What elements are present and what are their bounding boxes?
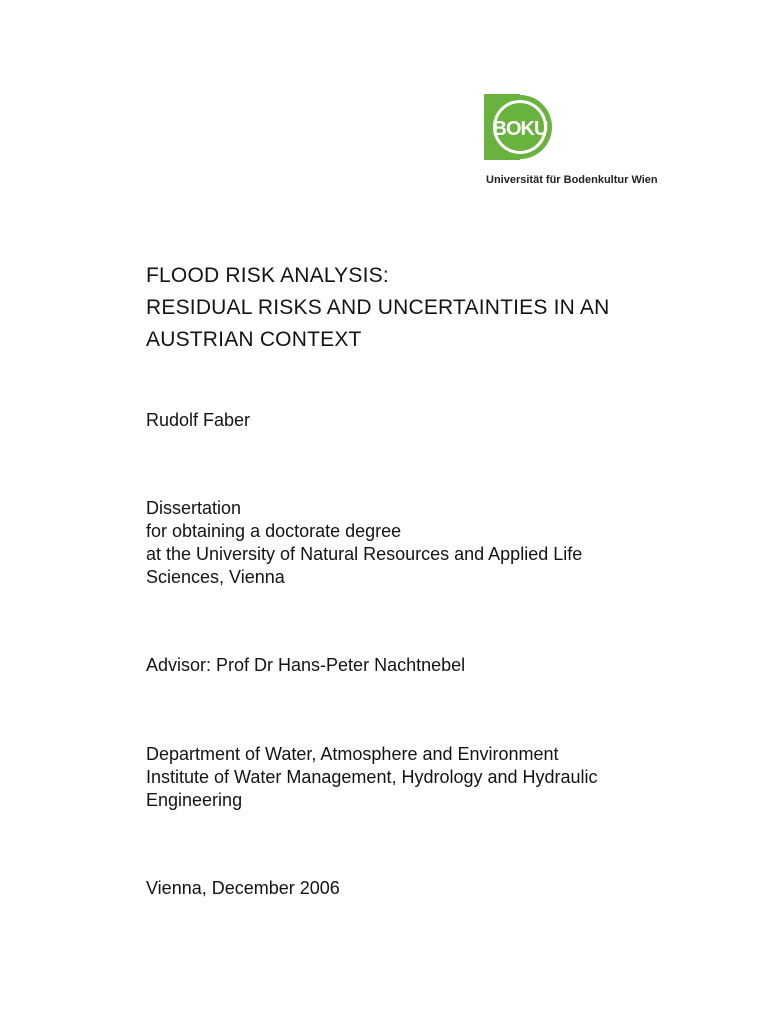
document-title [146, 261, 706, 357]
advisor: Advisor: Prof Dr Hans-Peter Nachtnebel [146, 655, 466, 675]
title-line-3: AUSTRIAN CONTEXT [146, 328, 362, 351]
dissertation-line-2: for obtaining a doctorate degree [146, 521, 402, 541]
place-and-date: Vienna, December 2006 [146, 878, 340, 898]
university-logo [472, 88, 682, 193]
department-line-1: Department of Water, Atmosphere and Environment [146, 744, 559, 764]
logo-mark-text: BOKU [492, 118, 548, 140]
dissertation-statement [146, 497, 706, 589]
title-line-1: FLOOD RISK ANALYSIS: [146, 264, 389, 287]
department-info [146, 743, 706, 812]
author-name: Rudolf Faber [146, 410, 251, 430]
boku-logo-icon [480, 92, 560, 162]
logo-caption: Universität für Bodenkultur Wien [486, 174, 658, 186]
department-line-3: Engineering [146, 790, 243, 810]
dissertation-line-3: at the University of Natural Resources and Applied Life [146, 544, 583, 564]
dissertation-line-1: Dissertation [146, 498, 242, 518]
title-line-2: RESIDUAL RISKS AND UNCERTAINTIES IN AN [146, 296, 610, 319]
department-line-2: Institute of Water Management, Hydrology and Hydraulic [146, 767, 598, 787]
dissertation-line-4: Sciences, Vienna [146, 567, 285, 587]
